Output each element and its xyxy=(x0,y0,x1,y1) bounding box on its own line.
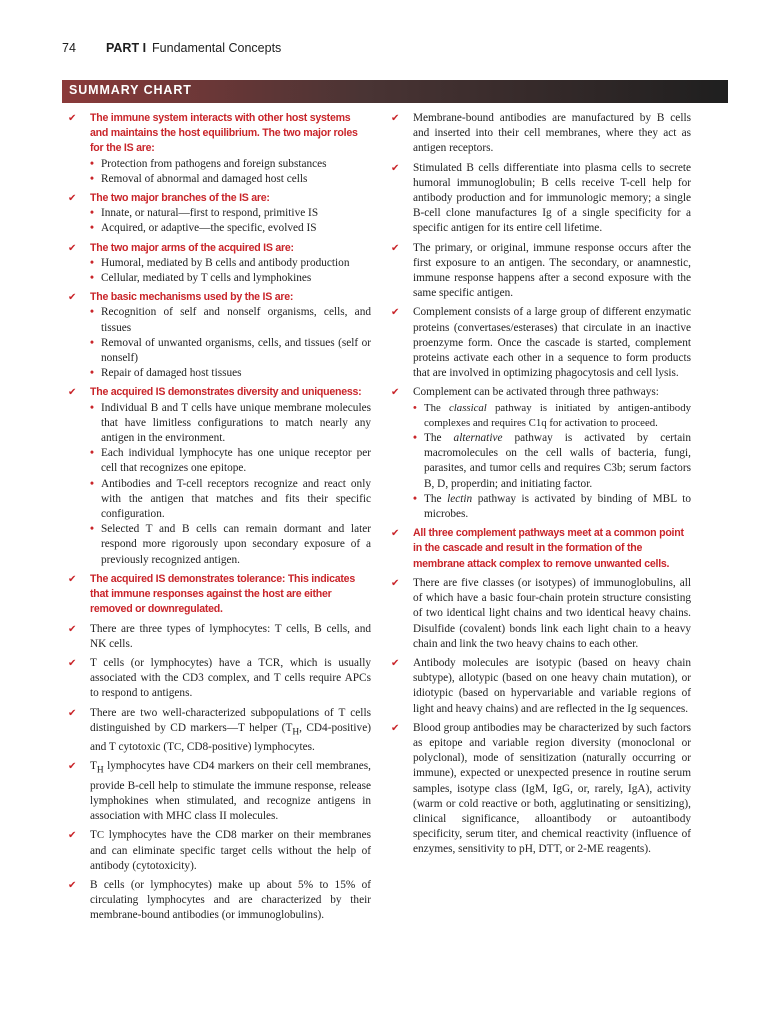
item-text-part: T xyxy=(90,760,97,773)
sub-bullet xyxy=(90,446,371,476)
sub-bullet xyxy=(90,401,371,447)
check-icon: ✔ xyxy=(391,722,400,734)
check-icon: ✔ xyxy=(68,657,77,669)
pathway-name: lectin xyxy=(447,492,473,505)
check-icon: ✔ xyxy=(68,573,77,585)
sub-bullet-text: Removal of abnormal and damaged host cells xyxy=(101,172,308,185)
summary-item xyxy=(391,576,691,652)
item-text-part: There are two well-characterized subpopulations of T cells distinguished by CD markers—T helper (T xyxy=(90,706,371,734)
sub-bullet xyxy=(90,477,371,523)
subscript: H xyxy=(292,726,300,737)
sub-bullet-text: pathway is activated by binding of MBL to microbes. xyxy=(424,492,691,521)
item-text-part: , CD4-positive) and T cytotoxic (T xyxy=(90,721,371,754)
check-icon: ✔ xyxy=(391,307,400,319)
summary-item xyxy=(68,878,371,924)
item-text: There are five classes (or isotypes) of immunoglobulins, all of which have a basic four-chain protein structure consisting of two identical light chains and two identical heavy chains. Disulfide (covalent) bonds link each light chain to a heavy chain and link the two heavy chains to each other. xyxy=(413,576,691,650)
summary-item xyxy=(68,111,371,187)
check-icon: ✔ xyxy=(391,528,400,540)
bullet-icon: • xyxy=(90,157,94,170)
bullet-icon: • xyxy=(90,207,94,220)
bullet-icon: • xyxy=(90,272,94,285)
check-icon: ✔ xyxy=(68,623,77,635)
bullet-icon: • xyxy=(413,401,417,414)
summary-item xyxy=(68,622,371,652)
summary-item xyxy=(391,161,691,237)
item-text: T cells (or lymphocytes) have a TCR, which is usually associated with the CD3 complex, and T cells require APCs to respond to antigens. xyxy=(90,656,371,700)
sub-bullet xyxy=(90,522,371,568)
bullet-icon: • xyxy=(90,447,94,460)
item-text xyxy=(90,759,371,824)
sub-bullet-text: Recognition of self and nonself organisms, cells, and tissues xyxy=(101,306,371,334)
summary-item xyxy=(68,706,371,756)
item-text-part: lymphocytes have the CD8 marker on their membranes and can eliminate specific target cells without the help of antibody (cytotoxicity). xyxy=(90,829,371,872)
summary-item xyxy=(391,305,691,381)
bullet-icon: • xyxy=(413,432,417,445)
bullet-icon: • xyxy=(90,306,94,319)
check-icon: ✔ xyxy=(68,880,77,892)
check-icon: ✔ xyxy=(391,657,400,669)
sub-bullet-text: The xyxy=(424,492,448,505)
check-icon: ✔ xyxy=(68,830,77,842)
item-text xyxy=(90,706,371,756)
summary-item xyxy=(68,385,371,567)
check-icon: ✔ xyxy=(391,113,400,124)
sub-bullet-text: Removal of unwanted organisms, cells, and tissues (self or nonself) xyxy=(101,336,371,365)
sub-bullet-text: Innate, or natural—first to respond, primitive IS xyxy=(101,207,319,220)
left-column xyxy=(68,111,371,928)
sub-bullet-text: Protection from pathogens and foreign substances xyxy=(101,157,327,170)
summary-item xyxy=(68,191,371,237)
item-heading: The basic mechanisms used by the IS are: xyxy=(90,291,294,304)
sub-bullet-text: Antibodies and T-cell receptors recognize and react only with the antigen that matches and fits their specific configuration. xyxy=(101,477,371,521)
bullet-icon: • xyxy=(90,367,94,380)
summary-item xyxy=(391,385,691,522)
sub-bullet xyxy=(90,157,371,172)
check-icon: ✔ xyxy=(68,761,77,773)
sub-bullet-text: Repair of damaged host tissues xyxy=(101,367,242,380)
item-text xyxy=(90,828,371,874)
check-icon: ✔ xyxy=(391,387,400,399)
item-heading: All three complement pathways meet at a common point in the cascade and result in the formation of the membrane attack complex to remove unwanted cells. xyxy=(413,527,684,570)
check-icon: ✔ xyxy=(391,242,400,254)
check-icon: ✔ xyxy=(68,113,77,124)
sub-bullet-text: Each individual lymphocyte has one unique receptor per cell that recognizes one epitope. xyxy=(101,447,371,475)
sub-bullet xyxy=(90,271,371,286)
check-icon: ✔ xyxy=(68,242,77,254)
item-text: There are three types of lymphocytes: T cells, B cells, and NK cells. xyxy=(90,622,371,650)
bullet-icon: • xyxy=(90,336,94,349)
bullet-icon: • xyxy=(90,172,94,185)
item-text-part: T xyxy=(90,829,97,842)
item-text: Membrane-bound antibodies are manufactured by B cells and inserted into their cell membranes, where they act as antigen receptors. xyxy=(413,112,691,155)
sub-bullet xyxy=(90,206,371,221)
summary-item xyxy=(391,526,691,572)
summary-item xyxy=(68,656,371,702)
section-title: Fundamental Concepts xyxy=(152,41,282,55)
summary-item xyxy=(391,111,691,157)
sub-bullet xyxy=(413,492,691,522)
check-icon: ✔ xyxy=(391,162,400,174)
sub-bullet xyxy=(90,221,371,236)
sub-bullet xyxy=(90,305,371,335)
summary-item xyxy=(68,241,371,287)
sub-bullet xyxy=(90,172,371,187)
summary-item xyxy=(68,828,371,874)
subscript: C xyxy=(173,741,182,754)
item-text-part: , CD8-positive) lymphocytes. xyxy=(181,741,315,754)
item-text: The primary, or original, immune response occurs after the first exposure to an antigen. The secondary, or anamnestic, immune response happens after a second exposure with the same specific antigen. xyxy=(413,241,691,300)
item-text: Blood group antibodies may be characterized by such factors as epitope and variable region diversity (monoclonal or polyclonal), mode of sensitization (naturally occurring or immune), expected or unexpected presence in routine serum samples, isotype class (IgM, IgG, or, rarely, IgA), activity (warm or cold reactive or both, agglutinating or sensitizing), clinical significance, alloantibody or autoantibody specificity, serum titer, and chemical reactivity (influence of enzymes, sensitivity to pH, DTT, or 2-ME reagents). xyxy=(413,721,691,856)
summary-chart-title: SUMMARY CHART xyxy=(69,83,192,97)
bullet-icon: • xyxy=(90,256,94,269)
sub-bullet-text: Humoral, mediated by B cells and antibody production xyxy=(101,256,350,269)
summary-item xyxy=(68,290,371,381)
item-text: B cells (or lymphocytes) make up about 5% to 15% of circulating lymphocytes and are characterized by their membrane-bound antibodies (or immunoglobulins). xyxy=(90,879,371,922)
sub-bullet-text: pathway is initiated by antigen-antibody complexes and requires C1q for activation to proceed. xyxy=(424,401,691,429)
item-text: Complement consists of a large group of different enzymatic proteins (convertases/esterases) that circulate in an inactive proenzyme form. Once the cascade is started, complement proteins activate each other in a sequence to form products that are involved in optimizing phagocytosis and cell lysis. xyxy=(413,306,691,380)
page-header xyxy=(62,41,281,55)
summary-item xyxy=(391,241,691,302)
sub-bullet-text: Cellular, mediated by T cells and lymphokines xyxy=(101,272,312,285)
check-icon: ✔ xyxy=(391,577,400,589)
sub-bullet xyxy=(413,401,691,431)
right-column xyxy=(391,111,691,862)
subscript: H xyxy=(96,765,104,776)
item-text: Complement can be activated through three pathways: xyxy=(413,386,659,399)
item-heading: The two major arms of the acquired IS are: xyxy=(90,241,294,254)
summary-item xyxy=(68,572,371,618)
item-heading: The two major branches of the IS are: xyxy=(90,192,270,205)
pathway-name: alternative xyxy=(453,432,503,445)
pathway-name: classical xyxy=(449,401,487,414)
item-text: Stimulated B cells differentiate into plasma cells to secrete humoral immunoglobulin; B cells receive T-cell help for antibody production and for immunologic memory; a single B-cell clone manufactures Ig of a single specificity for a specific antigen for its entire cell lifetime. xyxy=(413,161,691,235)
summary-item xyxy=(391,656,691,717)
item-heading: The acquired IS demonstrates tolerance: This indicates that immune responses against the host are either removed or downregulated. xyxy=(90,572,355,616)
summary-item xyxy=(68,759,371,824)
check-icon: ✔ xyxy=(68,193,77,205)
bullet-icon: • xyxy=(90,477,94,490)
sub-bullet xyxy=(90,336,371,366)
item-text-part: lymphocytes have CD4 markers on their cell membranes, provide B-cell help to stimulate the immune response, release lymphokines when stimulated, and recognize antigens in association with MHC class II molecules. xyxy=(90,760,371,823)
sub-bullet-text: Acquired, or adaptive—the specific, evolved IS xyxy=(101,222,317,235)
sub-bullet-text: Individual B and T cells have unique membrane molecules that have limitless configurations to match nearly any antigen in the environment. xyxy=(101,401,371,445)
summary-chart-title-bar xyxy=(62,80,728,103)
bullet-icon: • xyxy=(90,401,94,414)
subscript: C xyxy=(96,829,105,842)
bullet-icon: • xyxy=(90,523,94,536)
part-label: PART I xyxy=(106,41,147,55)
item-heading: The immune system interacts with other host systems and maintains the host equilibrium. The two major roles for the IS are: xyxy=(90,112,358,155)
sub-bullet-text: The xyxy=(424,401,450,414)
check-icon: ✔ xyxy=(68,387,77,399)
item-text: Antibody molecules are isotypic (based on heavy chain subtype), allotypic (based on one heavy chain mutation), or idiotypic (based on hypervariable and variable regions of light and heavy chains) and are reflected in the Ig sequences. xyxy=(413,656,691,715)
sub-bullet-text: The xyxy=(424,432,454,445)
bullet-icon: • xyxy=(413,492,417,505)
summary-item xyxy=(391,721,691,858)
page-number: 74 xyxy=(62,41,76,55)
sub-bullet-text: pathway is activated by certain macromolecules on the cell walls of bacteria, fungi, parasites, and tumor cells and requires C3b; serum factors B, D, properdin; and initiating factor. xyxy=(424,432,691,490)
check-icon: ✔ xyxy=(68,707,77,719)
sub-bullet xyxy=(90,366,371,381)
sub-bullet-text: Selected T and B cells can remain dormant and later respond more rigorously upon secondary exposure of a previously recognized antigen. xyxy=(101,523,371,566)
sub-bullet xyxy=(90,256,371,271)
item-heading: The acquired IS demonstrates diversity and uniqueness: xyxy=(90,386,362,399)
bullet-icon: • xyxy=(90,222,94,235)
check-icon: ✔ xyxy=(68,292,77,304)
sub-bullet xyxy=(413,431,691,492)
